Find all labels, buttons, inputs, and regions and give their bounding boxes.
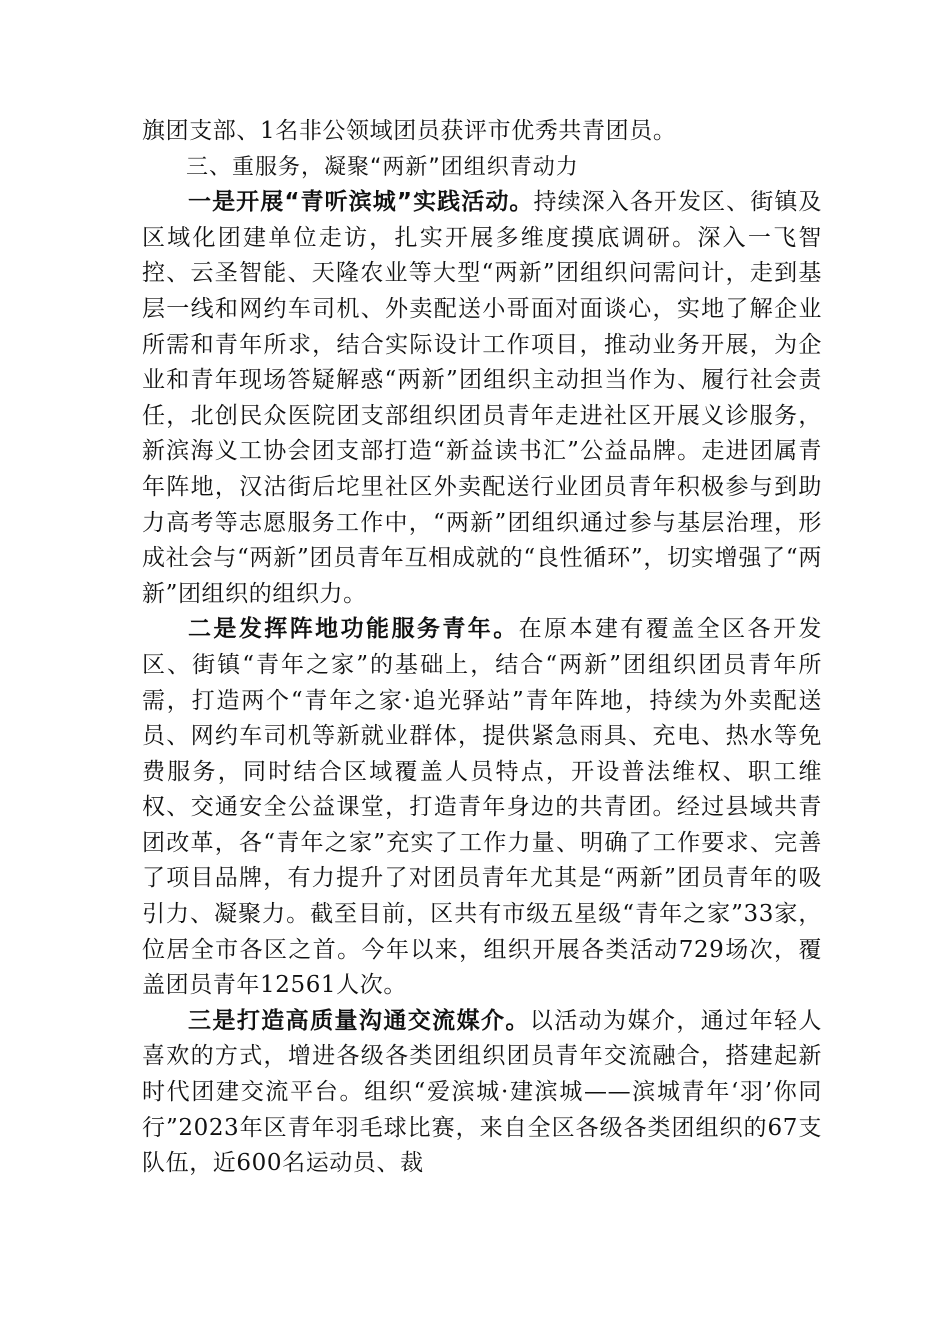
paragraph-3 (142, 1004, 822, 1182)
paragraph-1-body: 持续深入各开发区、街镇及区域化团建单位走访，扎实开展多维度摸底调研。深入一飞智控、云圣智能、天隆农业等大型“两新”团组织问需问计，走到基层一线和网约车司机、外卖配送小哥面对面谈心，实地了解企业所需和青年所求，结合实际设计工作项目，推动业务开展，为企业和青年现场答疑解惑“两新”团组织主动担当作为、履行社会责任，北创民众医院团支部组织团员青年走进社区开展义诊服务，新滨海义工协会团支部打造“新益读书汇”公益品牌。走进团属青年阵地，汉沽街后坨里社区外卖配送行业团员青年积极参与到助力高考等志愿服务工作中，“两新”团组织通过参与基层治理，形成社会与“两新”团员青年互相成就的“良性循环”，切实增强了“两新”团组织的组织力。 (142, 189, 822, 607)
paragraph-3-lead: 三是打造高质量沟通交流媒介。 (188, 1007, 530, 1034)
paragraph-2-body: 在原本建有覆盖全区各开发区、街镇“青年之家”的基础上，结合“两新”团组织团员青年所需，打造两个“青年之家·追光驿站”青年阵地，持续为外卖配送员、网约车司机等新就业群体，提供紧急雨具、充电、热水等免费服务，同时结合区域覆盖人员特点，开设普法维权、职工维权、交通安全公益课堂，打造青年身边的共青团。经过县域共青团改革，各“青年之家”充实了工作力量、明确了工作要求、完善了项目品牌，有力提升了对团员青年尤其是“两新”团员青年的吸引力、凝聚力。截至目前，区共有市级五星级“青年之家”33家，位居全市各区之首。今年以来，组织开展各类活动729场次，覆盖团员青年12561人次。 (142, 616, 822, 999)
paragraph-1-lead: 一是开展“青听滨城”实践活动。 (188, 189, 534, 216)
paragraph-2-lead: 二是发挥阵地功能服务青年。 (188, 616, 519, 643)
continued-paragraph (142, 114, 822, 150)
paragraph-3-body: 以活动为媒介，通过年轻人喜欢的方式，增进各级各类团组织团员青年交流融合，搭建起新时代团建交流平台。组织“爱滨城·建滨城——滨城青年‘羽’你同行”2023年区青年羽毛球比赛，来自全区各级各类团组织的67支队伍，近600名运动员、裁 (142, 1007, 823, 1177)
paragraph-1 (142, 185, 822, 612)
document-body (142, 114, 822, 1182)
paragraph-2 (142, 612, 822, 1004)
continued-text: 旗团支部、1名非公领域团员获评市优秀共青团员。 (142, 118, 677, 144)
section-heading: 三、重服务，凝聚“两新”团组织青动力 (186, 154, 579, 180)
